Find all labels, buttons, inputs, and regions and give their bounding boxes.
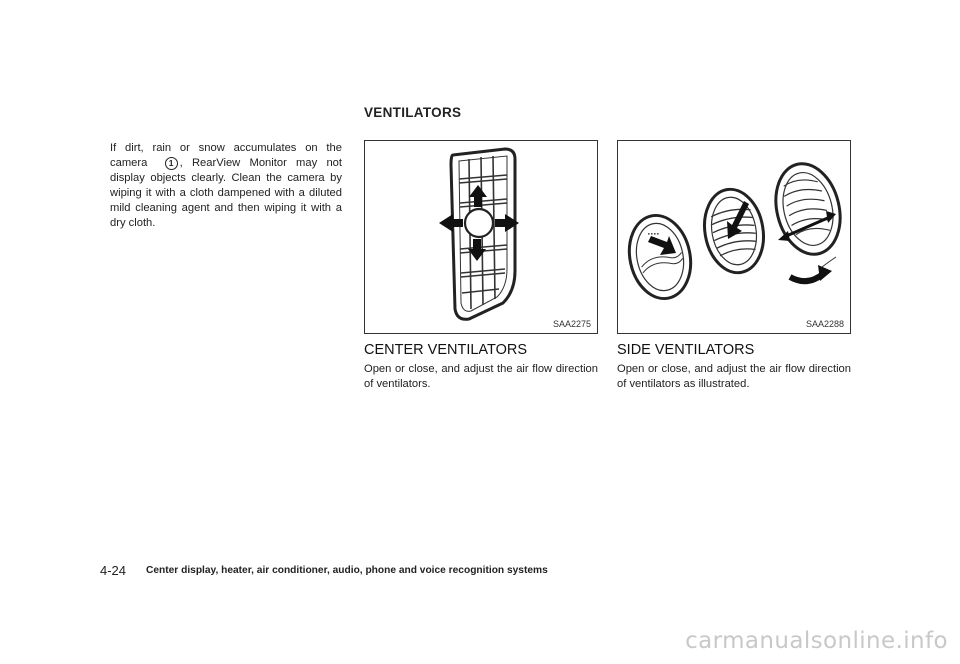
center-ventilators-heading: CENTER VENTILATORS [364, 342, 528, 358]
chapter-title: Center display, heater, air conditioner, audio, phone and voice recognition systems [146, 565, 548, 576]
site-watermark: carmanualsonline.info [685, 628, 948, 654]
figure-code: SAA2288 [805, 319, 844, 329]
paragraph-end: , RearView Monitor may not display objects clearly. Clean the camera by wiping it with a cloth dampened with a diluted mild cleaning agent and then wiping it with a dry cloth. [110, 157, 343, 229]
center-ventilator-figure [364, 140, 598, 334]
center-vent-illustration [365, 141, 597, 333]
side-ventilators-body: Open or close, and adjust the air flow direction of ventilators as illustrated. [617, 363, 851, 390]
figure-code: SAA2275 [552, 319, 591, 329]
center-ventilators-body: Open or close, and adjust the air flow direction of ventilators. [364, 363, 598, 390]
side-vent-illustration [618, 141, 850, 333]
camera-cleaning-paragraph [110, 141, 342, 231]
callout-number-1: 1 [165, 157, 178, 170]
side-ventilator-figure [617, 140, 851, 334]
side-ventilators-heading: SIDE VENTILATORS [617, 342, 755, 358]
paragraph-start: If dirt, rain or snow accumulates on the camera [110, 142, 342, 169]
page-number: 4-24 [100, 563, 127, 578]
section-title: VENTILATORS [364, 105, 462, 120]
